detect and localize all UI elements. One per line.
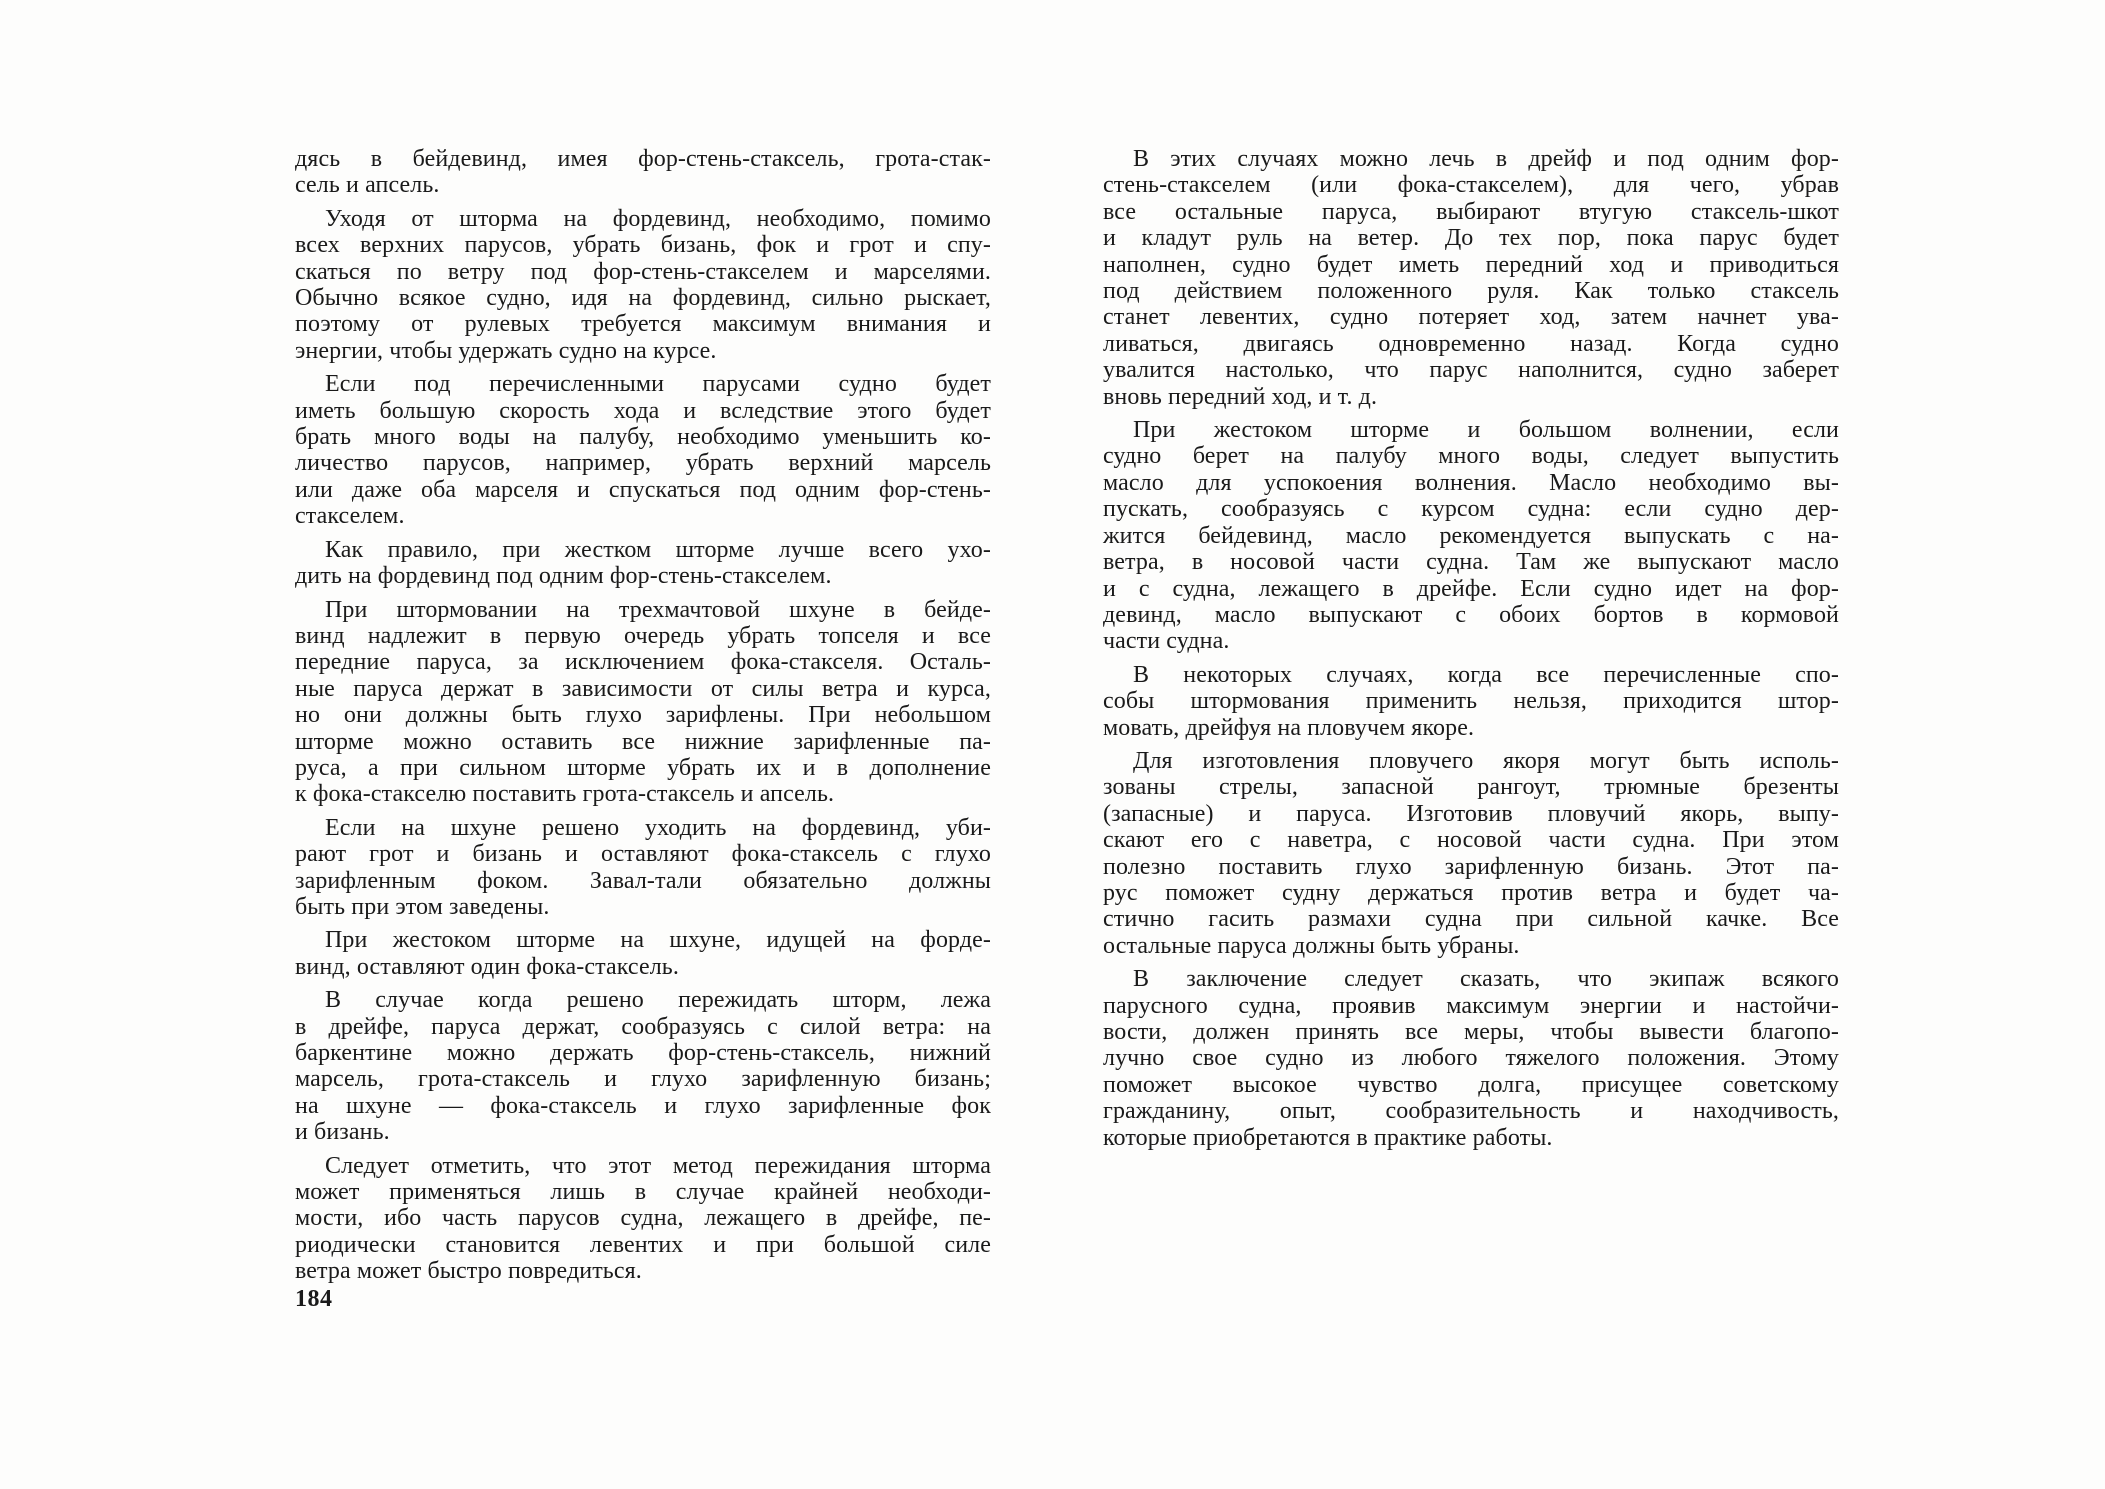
text-line: Для изготовления пловучего якоря могут быть исполь- [1133, 747, 1839, 774]
text-line: части судна. [1103, 628, 1230, 655]
paragraph [1103, 417, 1839, 655]
text-line: Следует отметить, что этот метод пережидания шторма [325, 1152, 991, 1179]
text-line: баркентине можно держать фор-стень-стаксель, нижний [295, 1040, 991, 1066]
text-line: или даже оба марселя и спускаться под одним фор-стень- [295, 476, 991, 503]
text-line: масло для успокоения волнения. Масло необходимо вы- [1103, 469, 1839, 496]
paragraph [295, 371, 991, 529]
text-line: поэтому от рулевых требуется максимум внимания и [295, 311, 991, 338]
text-line: (запасные) и паруса. Изготовив пловучий якорь, выпу- [1103, 800, 1839, 827]
text-line: стакселем. [295, 503, 405, 530]
paragraph [1103, 748, 1839, 959]
text-line: скаться по ветру под фор-стень-стакселем и марселями. [295, 258, 991, 285]
text-line: остальные паруса должны быть убраны. [1103, 932, 1520, 959]
text-line: шторме можно оставить все нижние зарифленные па- [295, 728, 991, 755]
text-line: девинд, масло выпускают с обоих бортов в кормовой [1103, 601, 1839, 628]
text-line: В этих случаях можно лечь в дрейф и под одним фор- [1133, 146, 1839, 172]
text-line: собы штормования применить нельзя, приходится штор- [1103, 688, 1839, 715]
paragraph [295, 987, 991, 1145]
text-line: зованы стрелы, запасной рангоут, трюмные брезенты [1103, 774, 1839, 801]
text-line: мости, ибо часть парусов судна, лежащего в дрейфе, пе- [295, 1205, 991, 1232]
left-page-text [295, 146, 991, 1285]
text-line: может применяться лишь в случае крайней необходи- [295, 1179, 991, 1206]
text-line: стично гасить размахи судна при сильной качке. Все [1103, 906, 1839, 933]
text-line: и с судна, лежащего в дрейфе. Если судно идет на фор- [1103, 575, 1839, 602]
text-line: Уходя от шторма на фордевинд, необходимо, помимо [325, 205, 991, 232]
paragraph [295, 1153, 991, 1285]
text-line: и кладут руль на ветер. До тех пор, пока парус будет [1103, 225, 1839, 252]
text-line: дясь в бейдевинд, имея фор-стень-стаксель, грота-стак- [295, 146, 991, 172]
text-line: вновь передний ход, и т. д. [1103, 383, 1378, 410]
text-line: стень-стакселем (или фока-стакселем), для чего, убрав [1103, 172, 1839, 199]
right-page-text [1103, 146, 1839, 1151]
text-line: При жестоком шторме на шхуне, идущей на форде- [325, 927, 991, 954]
paragraph [295, 146, 991, 199]
text-line: ные паруса держат в зависимости от силы ветра и курса, [295, 675, 991, 702]
text-line: В случае когда решено пережидать шторм, лежа [325, 987, 991, 1014]
paragraph [295, 815, 991, 921]
text-line: В заключение следует сказать, что экипаж всякого [1133, 966, 1839, 993]
text-line: ливаться, двигаясь одновременно назад. Когда судно [1103, 330, 1839, 357]
text-line: При жестоком шторме и большом волнении, если [1133, 417, 1839, 444]
text-line: под действием положенного руля. Как только стаксель [1103, 278, 1839, 305]
text-line: иметь большую скорость хода и вследствие этого будет [295, 397, 991, 424]
text-line: руса, а при сильном шторме убрать их и в дополнение [295, 754, 991, 781]
paragraph [295, 537, 991, 590]
text-line: которые приобретаются в практике работы. [1103, 1124, 1553, 1151]
text-line: При штормовании на трехмачтовой шхуне в бейде- [325, 596, 991, 623]
text-line: личество парусов, например, убрать верхний марсель [295, 450, 991, 477]
text-line: винд, оставляют один фока-стаксель. [295, 953, 679, 980]
text-line: брать много воды на палубу, необходимо уменьшить ко- [295, 424, 991, 451]
text-line: энергии, чтобы удержать судно на курсе. [295, 337, 717, 364]
text-line: гражданину, опыт, сообразительность и находчивость, [1103, 1098, 1839, 1125]
text-line: винд надлежит в первую очередь убрать топселя и все [295, 622, 991, 649]
text-line: на шхуне — фока-стаксель и глухо зарифленные фок [295, 1092, 991, 1119]
text-line: рус поможет судну держаться против ветра и будет ча- [1103, 879, 1839, 906]
text-line: Обычно всякое судно, идя на фордевинд, сильно рыскает, [295, 285, 991, 312]
text-line: Если на шхуне решено уходить на фордевинд, уби- [325, 814, 991, 841]
text-line: поможет высокое чувство долга, присущее советскому [1103, 1071, 1839, 1098]
text-line: сель и апсель. [295, 172, 440, 199]
right-page [1103, 146, 1839, 1151]
paragraph [1103, 966, 1839, 1151]
text-line: риодически становится левентих и при большой силе [295, 1231, 991, 1258]
paragraph [1103, 146, 1839, 410]
text-line: ветра, в носовой части судна. Там же выпускают масло [1103, 549, 1839, 576]
text-line: скают его с наветра, с носовой части судна. При этом [1103, 827, 1839, 854]
text-line: наполнен, судно будет иметь передний ход и приводиться [1103, 251, 1839, 278]
text-line: полезно поставить глухо зарифленную бизань. Этот па- [1103, 853, 1839, 880]
paragraph [1103, 662, 1839, 741]
text-line: всех верхних парусов, убрать бизань, фок и грот и спу- [295, 232, 991, 259]
text-line: В некоторых случаях, когда все перечисленные спо- [1133, 661, 1839, 688]
text-line: мовать, дрейфуя на пловучем якоре. [1103, 714, 1475, 741]
text-line: дить на фордевинд под одним фор-стень-стакселем. [295, 563, 832, 590]
text-line: Как правило, при жестком шторме лучше всего ухо- [325, 536, 991, 563]
paragraph [295, 597, 991, 808]
text-line: пускать, сообразуясь с курсом судна: если судно дер- [1103, 496, 1839, 523]
text-line: зарифленным фоком. Завал-тали обязательно должны [295, 867, 991, 894]
text-line: ветра может быстро повредиться. [295, 1258, 642, 1285]
text-line: увалится настолько, что парус наполнится, судно заберет [1103, 357, 1839, 384]
text-line: Если под перечисленными парусами судно будет [325, 371, 991, 398]
text-line: и бизань. [295, 1119, 390, 1146]
text-line: парусного судна, проявив максимум энергии и настойчи- [1103, 992, 1839, 1019]
text-line: лучно свое судно из любого тяжелого положения. Этому [1103, 1045, 1839, 1072]
text-line: быть при этом заведены. [295, 893, 550, 920]
paragraph [295, 206, 991, 364]
text-line: все остальные паруса, выбирают втугую стаксель-шкот [1103, 198, 1839, 225]
paragraph [295, 927, 991, 980]
text-line: марсель, грота-стаксель и глухо зарифленную бизань; [295, 1066, 991, 1093]
text-line: передние паруса, за исключением фока-стакселя. Осталь- [295, 649, 991, 676]
text-line: рают грот и бизань и оставляют фока-стаксель с глухо [295, 841, 991, 868]
text-line: но они должны быть глухо зарифлены. При небольшом [295, 702, 991, 729]
text-line: в дрейфе, паруса держат, сообразуясь с силой ветра: на [295, 1013, 991, 1040]
text-line: к фока-стакселю поставить грота-стаксель и апсель. [295, 781, 835, 808]
text-line: вости, должен принять все меры, чтобы вывести благопо- [1103, 1019, 1839, 1045]
text-line: жится бейдевинд, масло рекомендуется выпускать с на- [1103, 522, 1839, 549]
text-line: станет левентих, судно потеряет ход, затем начнет ува- [1103, 304, 1839, 331]
left-page [295, 146, 991, 1312]
text-line: судно берет на палубу много воды, следует выпустить [1103, 443, 1839, 470]
page-number: 184 [295, 1285, 333, 1312]
